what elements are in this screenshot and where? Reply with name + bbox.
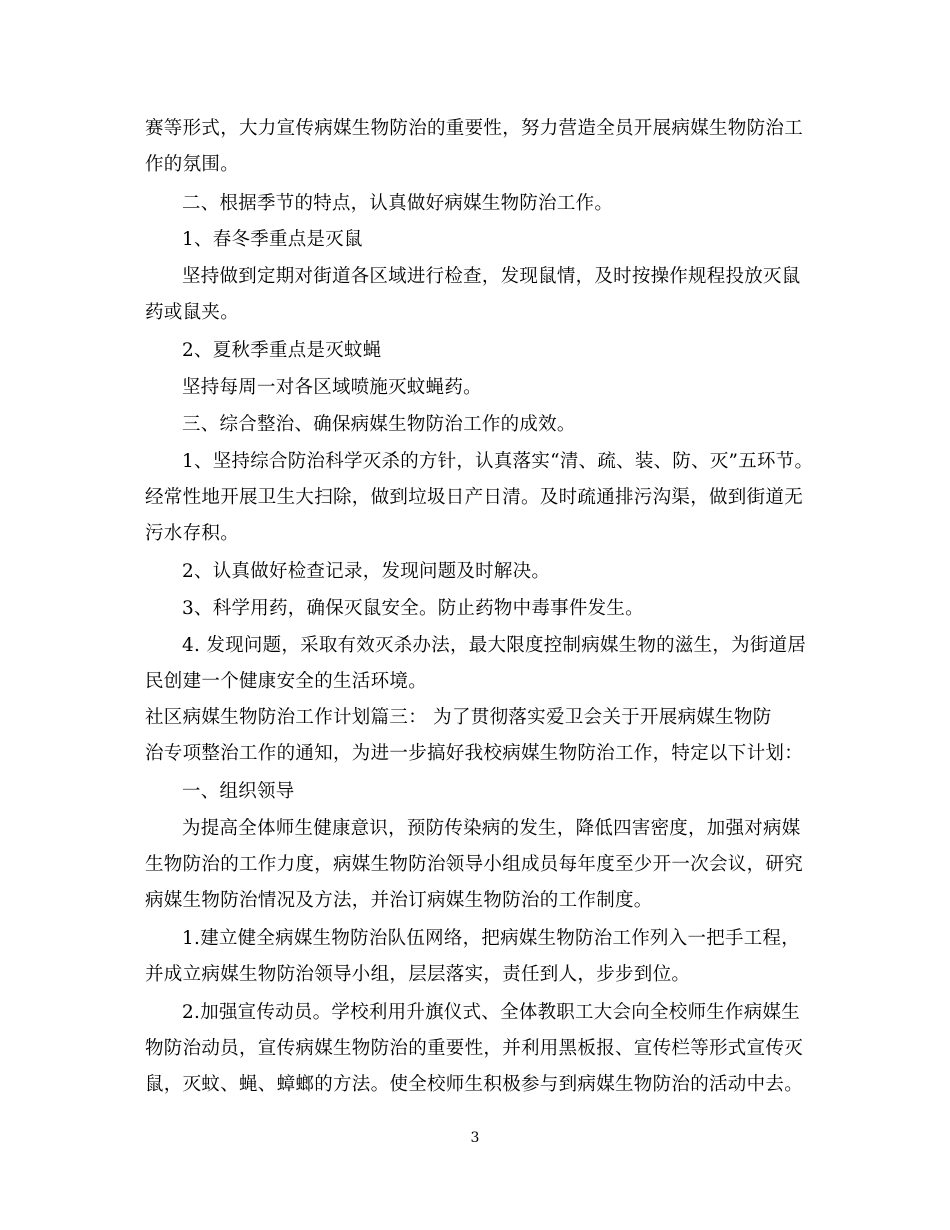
text-line: 民创建一个健康安全的生活环境。 [145, 671, 428, 692]
text-line: 治专项整治工作的通知，为进一步搞好我校病媒生物防治工作，特定以下计划： [145, 743, 804, 764]
text-line: 污水存积。 [145, 523, 240, 544]
text-line: 生物防治的工作力度，病媒生物防治领导小组成员每年度至少开一次会议，研究 [145, 854, 804, 875]
text-line: 二、根据季节的特点，认真做好病媒生物防治工作。 [182, 193, 614, 214]
text-line: 坚持每周一对各区域喷施灭蚊蝇药。 [182, 377, 482, 398]
text-line: 并成立病媒生物防治领导小组，层层落实，责任到人，步步到位。 [145, 964, 691, 985]
text-line: 为提高全体师生健康意识，预防传染病的发生，降低四害密度，加强对病媒 [182, 818, 801, 839]
text-line: 3、科学用药，确保灭鼠安全。防止药物中毒事件发生。 [182, 598, 644, 619]
page-number: 3 [470, 1130, 480, 1146]
text-line: 1、春冬季重点是灭鼠 [182, 229, 363, 250]
text-line: 药或鼠夹。 [145, 302, 240, 323]
text-line: 4. 发现问题，采取有效灭杀办法，最大限度控制病媒生物的滋生，为街道居 [182, 635, 807, 656]
text-line: 三、综合整治、确保病媒生物防治工作的成效。 [182, 414, 576, 435]
text-line: 1、坚持综合防治科学灭杀的方针，认真落实“清、疏、装、防、灭”五环节。 [182, 451, 814, 472]
text-line: 2、认真做好检查记录，发现问题及时解决。 [182, 561, 551, 582]
text-line: 一、组织领导 [182, 781, 295, 802]
text-line: 经常性地开展卫生大扫除，做到垃圾日产日清。及时疏通排污沟渠，做到街道无 [145, 487, 804, 508]
text-line: 2.加强宣传动员。学校利用升旗仪式、全体教职工大会向全校师生作病媒生 [182, 1002, 800, 1023]
text-line: 鼠，灭蚊、蝇、蟑螂的方法。使全校师生积极参与到病媒生物防治的活动中去。 [145, 1074, 804, 1095]
text-line: 作的氛围。 [145, 154, 240, 175]
text-line: 坚持做到定期对街道各区域进行检查，发现鼠情，及时按操作规程投放灭鼠 [182, 266, 801, 287]
text-line: 赛等形式，大力宣传病媒生物防治的重要性，努力营造全员开展病媒生物防治工 [145, 118, 804, 139]
text-line: 社区病媒生物防治工作计划篇三： 为了贯彻落实爱卫会关于开展病媒生物防 [145, 707, 772, 728]
text-line: 2、夏秋季重点是灭蚊蝇 [182, 340, 382, 361]
text-line: 1.建立健全病媒生物防治队伍网络，把病媒生物防治工作列入一把手工程， [182, 928, 800, 949]
text-line: 病媒生物防治情况及方法，并治订病媒生物防治的工作制度。 [145, 890, 653, 911]
text-line: 物防治动员，宣传病媒生物防治的重要性，并利用黑板报、宣传栏等形式宣传灭 [145, 1038, 804, 1059]
